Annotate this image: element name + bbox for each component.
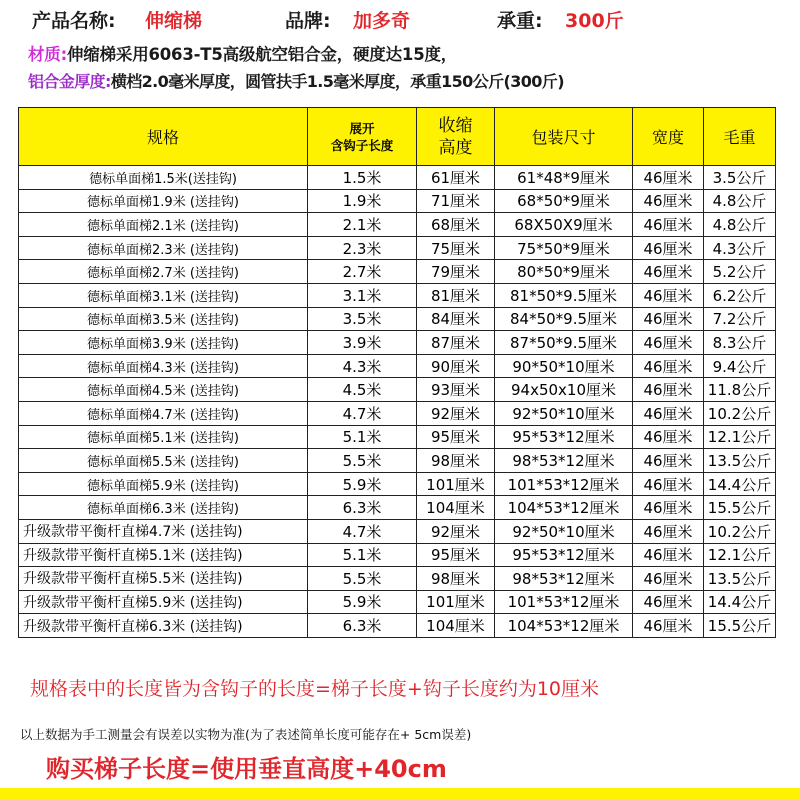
cell-closed: 75厘米 bbox=[417, 236, 495, 260]
cell-closed: 79厘米 bbox=[417, 260, 495, 284]
length-note: 规格表中的长度皆为含钩子的长度=梯子长度+钩子长度约为10厘米 bbox=[30, 678, 600, 700]
cell-open: 5.1米 bbox=[308, 543, 417, 567]
cell-open: 5.5米 bbox=[308, 449, 417, 473]
header-closed-line2: 高度 bbox=[438, 137, 473, 158]
header-open-line1: 展开 bbox=[349, 120, 375, 136]
table-row bbox=[19, 425, 776, 449]
product-name-value: 伸缩梯 bbox=[145, 10, 203, 32]
cell-package: 92*50*10厘米 bbox=[495, 401, 633, 425]
cell-package: 61*48*9厘米 bbox=[495, 166, 633, 190]
cell-closed: 92厘米 bbox=[417, 519, 495, 543]
cell-open: 3.5米 bbox=[308, 307, 417, 331]
cell-spec: 德标单面梯5.5米 (送挂钩) bbox=[19, 449, 308, 473]
cell-closed: 68厘米 bbox=[417, 213, 495, 237]
cell-open: 5.9米 bbox=[308, 472, 417, 496]
table-row bbox=[19, 614, 776, 638]
cell-spec: 德标单面梯3.5米 (送挂钩) bbox=[19, 307, 308, 331]
cell-open: 1.9米 bbox=[308, 189, 417, 213]
cell-width: 46厘米 bbox=[633, 590, 704, 614]
table-row bbox=[19, 307, 776, 331]
cell-package: 90*50*10厘米 bbox=[495, 354, 633, 378]
table-row bbox=[19, 331, 776, 355]
cell-package: 68X50X9厘米 bbox=[495, 213, 633, 237]
product-header bbox=[32, 6, 792, 34]
measure-note: 以上数据为手工测量会有误差以实物为准(为了表述简单长度可能存在+ 5cm误差) bbox=[20, 727, 472, 742]
cell-package: 98*53*12厘米 bbox=[495, 449, 633, 473]
cell-spec: 升级款带平衡杆直梯5.9米 (送挂钩) bbox=[19, 590, 308, 614]
cell-width: 46厘米 bbox=[633, 401, 704, 425]
cell-closed: 93厘米 bbox=[417, 378, 495, 402]
cell-width: 46厘米 bbox=[633, 425, 704, 449]
cell-closed: 95厘米 bbox=[417, 425, 495, 449]
cell-package: 95*53*12厘米 bbox=[495, 425, 633, 449]
cell-open: 4.5米 bbox=[308, 378, 417, 402]
cell-width: 46厘米 bbox=[633, 166, 704, 190]
table-row bbox=[19, 236, 776, 260]
cell-closed: 61厘米 bbox=[417, 166, 495, 190]
header-weight: 毛重 bbox=[704, 108, 776, 166]
cell-open: 5.9米 bbox=[308, 590, 417, 614]
cell-open: 2.3米 bbox=[308, 236, 417, 260]
cell-weight: 8.3公斤 bbox=[704, 331, 776, 355]
cell-package: 94x50x10厘米 bbox=[495, 378, 633, 402]
cell-open: 6.3米 bbox=[308, 496, 417, 520]
cell-package: 68*50*9厘米 bbox=[495, 189, 633, 213]
cell-open: 4.3米 bbox=[308, 354, 417, 378]
header-closed-line1: 收缩 bbox=[438, 115, 473, 136]
cell-width: 46厘米 bbox=[633, 354, 704, 378]
spec-table bbox=[18, 107, 776, 638]
cell-spec: 德标单面梯2.1米 (送挂钩) bbox=[19, 213, 308, 237]
cell-spec: 德标单面梯2.3米 (送挂钩) bbox=[19, 236, 308, 260]
cell-weight: 12.1公斤 bbox=[704, 543, 776, 567]
table-row bbox=[19, 213, 776, 237]
cell-open: 4.7米 bbox=[308, 519, 417, 543]
table-row bbox=[19, 496, 776, 520]
cell-weight: 15.5公斤 bbox=[704, 614, 776, 638]
cell-weight: 7.2公斤 bbox=[704, 307, 776, 331]
header-closed-height bbox=[417, 108, 495, 166]
cell-weight: 3.5公斤 bbox=[704, 166, 776, 190]
cell-spec: 德标单面梯5.9米 (送挂钩) bbox=[19, 472, 308, 496]
table-row bbox=[19, 260, 776, 284]
cell-closed: 101厘米 bbox=[417, 472, 495, 496]
cell-closed: 90厘米 bbox=[417, 354, 495, 378]
cell-weight: 10.2公斤 bbox=[704, 401, 776, 425]
cell-closed: 84厘米 bbox=[417, 307, 495, 331]
load-value: 300斤 bbox=[565, 10, 624, 32]
cell-width: 46厘米 bbox=[633, 614, 704, 638]
cell-weight: 4.8公斤 bbox=[704, 213, 776, 237]
brand-label: 品牌: bbox=[285, 10, 331, 32]
cell-width: 46厘米 bbox=[633, 378, 704, 402]
cell-weight: 12.1公斤 bbox=[704, 425, 776, 449]
table-row bbox=[19, 401, 776, 425]
table-row bbox=[19, 472, 776, 496]
cell-package: 84*50*9.5厘米 bbox=[495, 307, 633, 331]
material-line bbox=[28, 41, 457, 65]
table-row bbox=[19, 166, 776, 190]
cell-width: 46厘米 bbox=[633, 283, 704, 307]
cell-width: 46厘米 bbox=[633, 472, 704, 496]
cell-package: 95*53*12厘米 bbox=[495, 543, 633, 567]
cell-spec: 德标单面梯1.5米(送挂钩) bbox=[19, 166, 308, 190]
table-row bbox=[19, 567, 776, 591]
cell-spec: 升级款带平衡杆直梯4.7米 (送挂钩) bbox=[19, 519, 308, 543]
cell-weight: 11.8公斤 bbox=[704, 378, 776, 402]
cell-weight: 13.5公斤 bbox=[704, 567, 776, 591]
cell-package: 101*53*12厘米 bbox=[495, 590, 633, 614]
table-row bbox=[19, 283, 776, 307]
cell-weight: 6.2公斤 bbox=[704, 283, 776, 307]
cell-width: 46厘米 bbox=[633, 567, 704, 591]
table-row bbox=[19, 354, 776, 378]
cell-closed: 95厘米 bbox=[417, 543, 495, 567]
cell-package: 75*50*9厘米 bbox=[495, 236, 633, 260]
bottom-yellow-bar bbox=[0, 788, 800, 800]
cell-width: 46厘米 bbox=[633, 307, 704, 331]
cell-spec: 德标单面梯2.7米 (送挂钩) bbox=[19, 260, 308, 284]
cell-package: 80*50*9厘米 bbox=[495, 260, 633, 284]
cell-package: 104*53*12厘米 bbox=[495, 614, 633, 638]
table-row bbox=[19, 378, 776, 402]
header-spec: 规格 bbox=[19, 108, 308, 166]
cell-spec: 德标单面梯4.7米 (送挂钩) bbox=[19, 401, 308, 425]
cell-open: 1.5米 bbox=[308, 166, 417, 190]
table-header-row bbox=[19, 108, 776, 166]
cell-weight: 15.5公斤 bbox=[704, 496, 776, 520]
cell-closed: 104厘米 bbox=[417, 496, 495, 520]
cell-weight: 4.8公斤 bbox=[704, 189, 776, 213]
table-row bbox=[19, 519, 776, 543]
cell-closed: 101厘米 bbox=[417, 590, 495, 614]
cell-closed: 98厘米 bbox=[417, 449, 495, 473]
table-row bbox=[19, 543, 776, 567]
cell-spec: 德标单面梯3.9米 (送挂钩) bbox=[19, 331, 308, 355]
cell-open: 5.5米 bbox=[308, 567, 417, 591]
header-package: 包装尺寸 bbox=[495, 108, 633, 166]
cell-closed: 98厘米 bbox=[417, 567, 495, 591]
load-label: 承重: bbox=[497, 10, 543, 32]
cell-package: 87*50*9.5厘米 bbox=[495, 331, 633, 355]
cell-width: 46厘米 bbox=[633, 331, 704, 355]
cell-weight: 13.5公斤 bbox=[704, 449, 776, 473]
cell-spec: 德标单面梯6.3米 (送挂钩) bbox=[19, 496, 308, 520]
product-name-label: 产品名称: bbox=[32, 10, 116, 32]
table-row bbox=[19, 449, 776, 473]
table-row bbox=[19, 189, 776, 213]
cell-width: 46厘米 bbox=[633, 543, 704, 567]
thickness-label: 铝合金厚度: bbox=[28, 72, 111, 91]
cell-closed: 81厘米 bbox=[417, 283, 495, 307]
header-width: 宽度 bbox=[633, 108, 704, 166]
table-row bbox=[19, 590, 776, 614]
cell-weight: 10.2公斤 bbox=[704, 519, 776, 543]
header-open-line2: 含钩子长度 bbox=[330, 137, 394, 153]
cell-closed: 92厘米 bbox=[417, 401, 495, 425]
cell-package: 98*53*12厘米 bbox=[495, 567, 633, 591]
cell-open: 3.9米 bbox=[308, 331, 417, 355]
header-open-length bbox=[308, 108, 417, 166]
cell-package: 101*53*12厘米 bbox=[495, 472, 633, 496]
cell-spec: 德标单面梯3.1米 (送挂钩) bbox=[19, 283, 308, 307]
cell-width: 46厘米 bbox=[633, 519, 704, 543]
cell-spec: 升级款带平衡杆直梯5.1米 (送挂钩) bbox=[19, 543, 308, 567]
cell-open: 2.1米 bbox=[308, 213, 417, 237]
material-label: 材质: bbox=[28, 45, 67, 64]
cell-closed: 71厘米 bbox=[417, 189, 495, 213]
brand-value: 加多奇 bbox=[353, 10, 411, 32]
cell-spec: 德标单面梯4.3米 (送挂钩) bbox=[19, 354, 308, 378]
cell-package: 104*53*12厘米 bbox=[495, 496, 633, 520]
cell-spec: 升级款带平衡杆直梯6.3米 (送挂钩) bbox=[19, 614, 308, 638]
thickness-text: 横档2.0毫米厚度，圆管扶手1.5毫米厚度，承重150公斤(300斤) bbox=[110, 72, 564, 91]
cell-weight: 14.4公斤 bbox=[704, 472, 776, 496]
cell-spec: 升级款带平衡杆直梯5.5米 (送挂钩) bbox=[19, 567, 308, 591]
cell-open: 5.1米 bbox=[308, 425, 417, 449]
cell-width: 46厘米 bbox=[633, 236, 704, 260]
cell-open: 6.3米 bbox=[308, 614, 417, 638]
cell-spec: 德标单面梯1.9米 (送挂钩) bbox=[19, 189, 308, 213]
cell-closed: 87厘米 bbox=[417, 331, 495, 355]
cell-weight: 5.2公斤 bbox=[704, 260, 776, 284]
cell-width: 46厘米 bbox=[633, 449, 704, 473]
cell-open: 3.1米 bbox=[308, 283, 417, 307]
cell-spec: 德标单面梯4.5米 (送挂钩) bbox=[19, 378, 308, 402]
material-text: 伸缩梯采用6063-T5高级航空铝合金，硬度达15度， bbox=[67, 45, 458, 64]
cell-open: 2.7米 bbox=[308, 260, 417, 284]
cell-package: 92*50*10厘米 bbox=[495, 519, 633, 543]
cell-width: 46厘米 bbox=[633, 213, 704, 237]
buy-note: 购买梯子长度=使用垂直高度+40cm bbox=[46, 755, 447, 783]
cell-weight: 14.4公斤 bbox=[704, 590, 776, 614]
cell-width: 46厘米 bbox=[633, 260, 704, 284]
cell-weight: 9.4公斤 bbox=[704, 354, 776, 378]
thickness-line bbox=[28, 69, 564, 92]
cell-closed: 104厘米 bbox=[417, 614, 495, 638]
cell-width: 46厘米 bbox=[633, 189, 704, 213]
cell-weight: 4.3公斤 bbox=[704, 236, 776, 260]
cell-spec: 德标单面梯5.1米 (送挂钩) bbox=[19, 425, 308, 449]
cell-package: 81*50*9.5厘米 bbox=[495, 283, 633, 307]
cell-open: 4.7米 bbox=[308, 401, 417, 425]
cell-width: 46厘米 bbox=[633, 496, 704, 520]
